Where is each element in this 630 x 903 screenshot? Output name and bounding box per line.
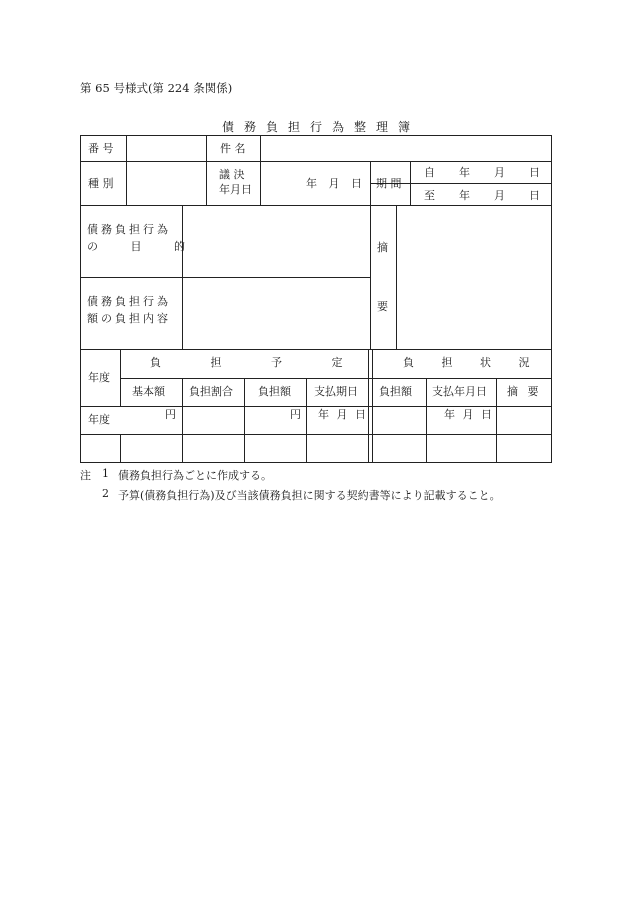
period-from: 自 [424, 166, 435, 179]
to-year: 年 [459, 189, 470, 202]
type-label: 種 別 [88, 177, 114, 190]
col-status-amount: 負担額 [379, 385, 412, 398]
col-payment-due: 支払期日 [314, 385, 358, 398]
note-1-number: 1 [102, 467, 109, 480]
from-day: 日 [529, 166, 540, 179]
purpose-label-2: の 目 的 [87, 240, 185, 253]
base-yen-unit: 円 [165, 408, 176, 421]
resolution-date: 年 月 日 [306, 177, 362, 190]
content-label-2: 額の負担内容 [87, 312, 171, 325]
payment-date-unit: 年 月 日 [444, 408, 492, 421]
due-date-unit: 年 月 日 [318, 408, 366, 421]
to-day: 日 [529, 189, 540, 202]
resolution-label-2: 年月日 [219, 183, 252, 196]
col-burden-amount: 負担額 [258, 385, 291, 398]
col-share-ratio: 負担割合 [189, 385, 233, 398]
col-remarks: 摘 要 [507, 385, 539, 398]
form-number: 第 65 号様式(第 224 条関係) [80, 81, 233, 95]
remarks-label-2: 要 [377, 300, 388, 313]
period-to: 至 [424, 189, 435, 202]
number-label: 番 号 [88, 142, 114, 155]
row-year-label: 年度 [88, 413, 110, 426]
content-label-1: 債務負担行為 [87, 295, 171, 308]
remarks-label-1: 摘 [377, 241, 388, 254]
note-2-text: 予算(債務負担行為)及び当該債務負担に関する契約書等により記載すること。 [118, 489, 501, 502]
subject-label: 件 名 [220, 142, 246, 155]
plan-header: 負 担 予 定 [150, 356, 343, 369]
note-1-text: 債務負担行為ごとに作成する。 [118, 469, 272, 482]
note-2-number: 2 [102, 487, 109, 500]
status-header: 負 担 状 況 [403, 356, 530, 369]
document-title: 債務負担行為整理簿 [221, 120, 420, 134]
col-payment-date: 支払年月日 [432, 385, 487, 398]
period-label: 期 間 [376, 177, 402, 190]
resolution-label-1: 議 決 [219, 168, 245, 181]
year-header: 年度 [88, 371, 110, 384]
note-mark: 注 [80, 469, 91, 482]
purpose-label-1: 債務負担行為 [87, 223, 171, 236]
burden-yen-unit: 円 [290, 408, 301, 421]
col-base-amount: 基本額 [132, 385, 165, 398]
from-year: 年 [459, 166, 470, 179]
to-month: 月 [494, 189, 505, 202]
from-month: 月 [494, 166, 505, 179]
